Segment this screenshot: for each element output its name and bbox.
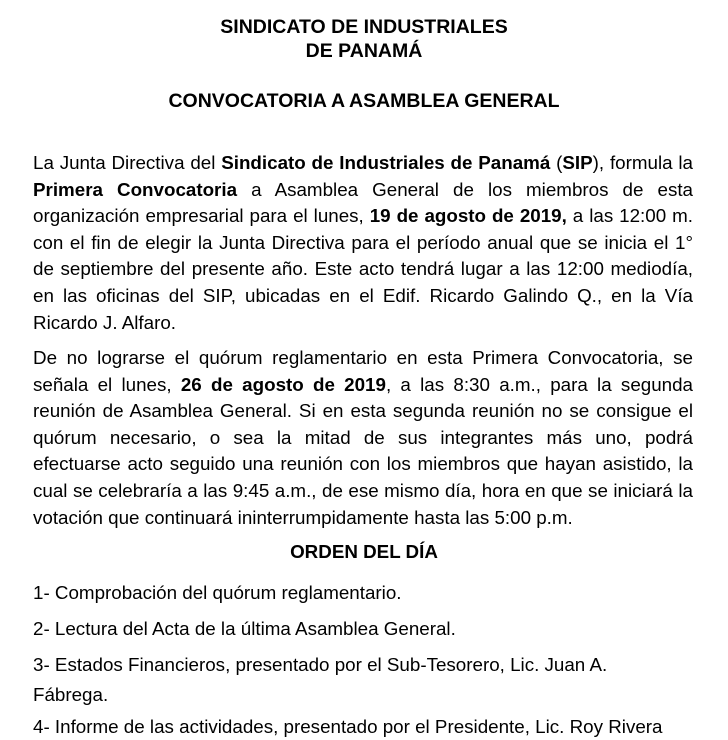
organization-name-line2: DE PANAMÁ [305,40,423,62]
first-call-bold: Primera Convocatoria [33,178,238,200]
document-title: CONVOCATORIA A ASAMBLEA GENERAL [168,90,560,112]
organization-name-bold: Sindicato de Industriales de Panamá [221,152,551,173]
paragraph-first-call [33,150,693,336]
text-run: De no lograrse el quórum reglamentario en esta Primera Convocatoria, se señala el lunes, [33,347,693,395]
agenda-item-3-continuation: Fábrega. [33,684,109,705]
organization-name-line1: SINDICATO DE INDUSTRIALES [220,16,508,38]
text-run: a las 12:00 m. con el fin de elegir la Junta Directiva para el período anual que se inicia el 1° de septiembre del presente año. Este acto tendrá lugar a las 12:00 mediodía, en las oficinas del SIP, ubicadas en el Edif. Ricardo Galindo Q., en la Vía Ricardo J. Alfaro. [33,205,693,333]
text-run: ), formula la [592,152,694,173]
agenda-item-3: 3- Estados Financieros, presentado por el Sub-Tesorero, Lic. Juan A. [33,654,608,675]
second-date-bold: 26 de agosto de 2019 [180,373,386,395]
text-run: , a las 8:30 a.m., para la segunda reunión de Asamblea General. Si en esta segunda reunión no se consigue el quórum necesario, o sea la mitad de sus integrantes más uno, podrá efectuarse acto seguido una reunión con los miembros que hayan asistido, la cual se celebraría a las 9:45 a.m., de ese mismo día, hora en que se iniciará la votación que continuará ininterrumpidamente hasta las 5:00 p.m. [33,373,693,528]
text-run: ( [550,152,563,173]
acronym-bold: SIP [562,152,593,173]
agenda-item-2: 2- Lectura del Acta de la última Asamblea General. [33,618,456,639]
agenda-heading: ORDEN DEL DÍA [290,541,438,562]
first-date-bold: 19 de agosto de 2019, [369,205,567,227]
text-run: a Asamblea General de los miembros de esta organización empresarial para el lunes, [33,178,693,227]
agenda-item-4: 4- Informe de las actividades, presentado por el Presidente, Lic. Roy Rivera [33,716,663,737]
text-run: La Junta Directiva del [33,152,222,173]
paragraph-second-call [33,345,693,531]
agenda-item-1: 1- Comprobación del quórum reglamentario. [33,582,402,603]
